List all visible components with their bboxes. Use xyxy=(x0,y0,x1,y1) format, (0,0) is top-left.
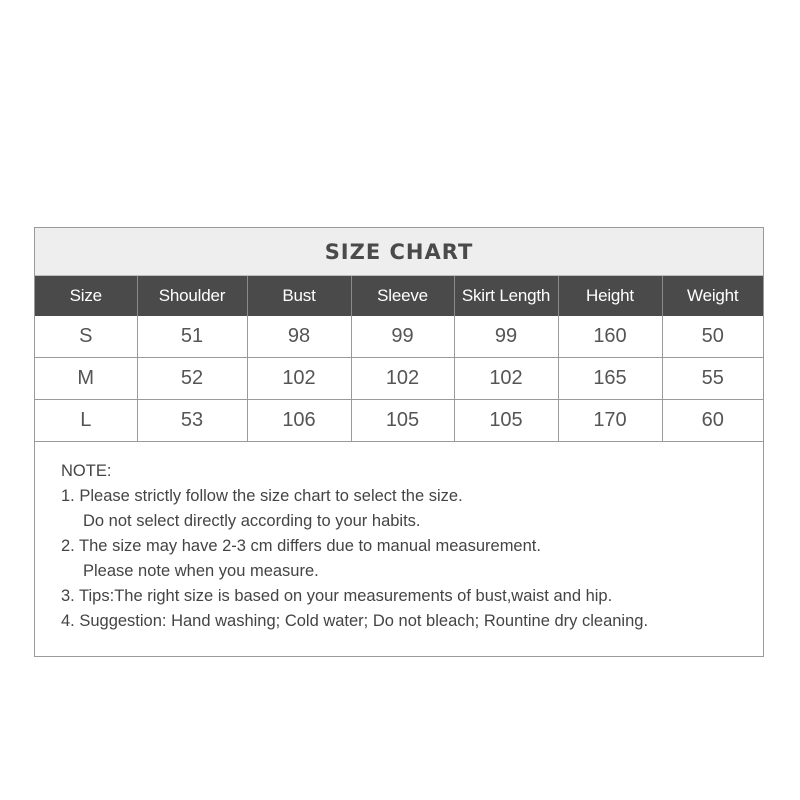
notes-heading: NOTE: xyxy=(61,462,112,480)
column-header: Skirt Length xyxy=(454,276,558,316)
table-cell: 99 xyxy=(351,316,454,358)
column-header: Weight xyxy=(662,276,763,316)
column-header: Bust xyxy=(247,276,351,316)
size-table xyxy=(35,276,763,442)
table-cell: 105 xyxy=(454,400,558,442)
table-cell: 170 xyxy=(558,400,662,442)
note-line: 1. Please strictly follow the size chart to select the size. xyxy=(61,487,463,505)
note-line: 3. Tips:The right size is based on your measurements of bust,waist and hip. xyxy=(61,587,613,605)
table-cell: 50 xyxy=(662,316,763,358)
header-row xyxy=(35,276,763,316)
note-line: Please note when you measure. xyxy=(83,562,319,580)
table-cell: L xyxy=(35,400,137,442)
table-row xyxy=(35,400,763,442)
table-cell: 106 xyxy=(247,400,351,442)
table-row xyxy=(35,316,763,358)
note-line: 2. The size may have 2-3 cm differs due to manual measurement. xyxy=(61,537,541,555)
table-cell: 105 xyxy=(351,400,454,442)
table-cell: 53 xyxy=(137,400,247,442)
table-row xyxy=(35,358,763,400)
table-cell: 102 xyxy=(454,358,558,400)
table-cell: S xyxy=(35,316,137,358)
table-cell: 99 xyxy=(454,316,558,358)
table-cell: 98 xyxy=(247,316,351,358)
table-cell: 55 xyxy=(662,358,763,400)
size-chart xyxy=(34,227,764,657)
note-line: 4. Suggestion: Hand washing; Cold water; Do not bleach; Rountine dry cleaning. xyxy=(61,612,649,630)
table-cell: 102 xyxy=(247,358,351,400)
table-cell: 165 xyxy=(558,358,662,400)
column-header: Size xyxy=(35,276,137,316)
table-cell: 51 xyxy=(137,316,247,358)
table-cell: 52 xyxy=(137,358,247,400)
table-cell: 160 xyxy=(558,316,662,358)
note-line: Do not select directly according to your habits. xyxy=(83,512,421,530)
table-cell: M xyxy=(35,358,137,400)
table-cell: 60 xyxy=(662,400,763,442)
table-cell: 102 xyxy=(351,358,454,400)
notes-section xyxy=(35,442,763,634)
column-header: Shoulder xyxy=(137,276,247,316)
chart-title: SIZE CHART xyxy=(35,228,763,276)
column-header: Height xyxy=(558,276,662,316)
column-header: Sleeve xyxy=(351,276,454,316)
